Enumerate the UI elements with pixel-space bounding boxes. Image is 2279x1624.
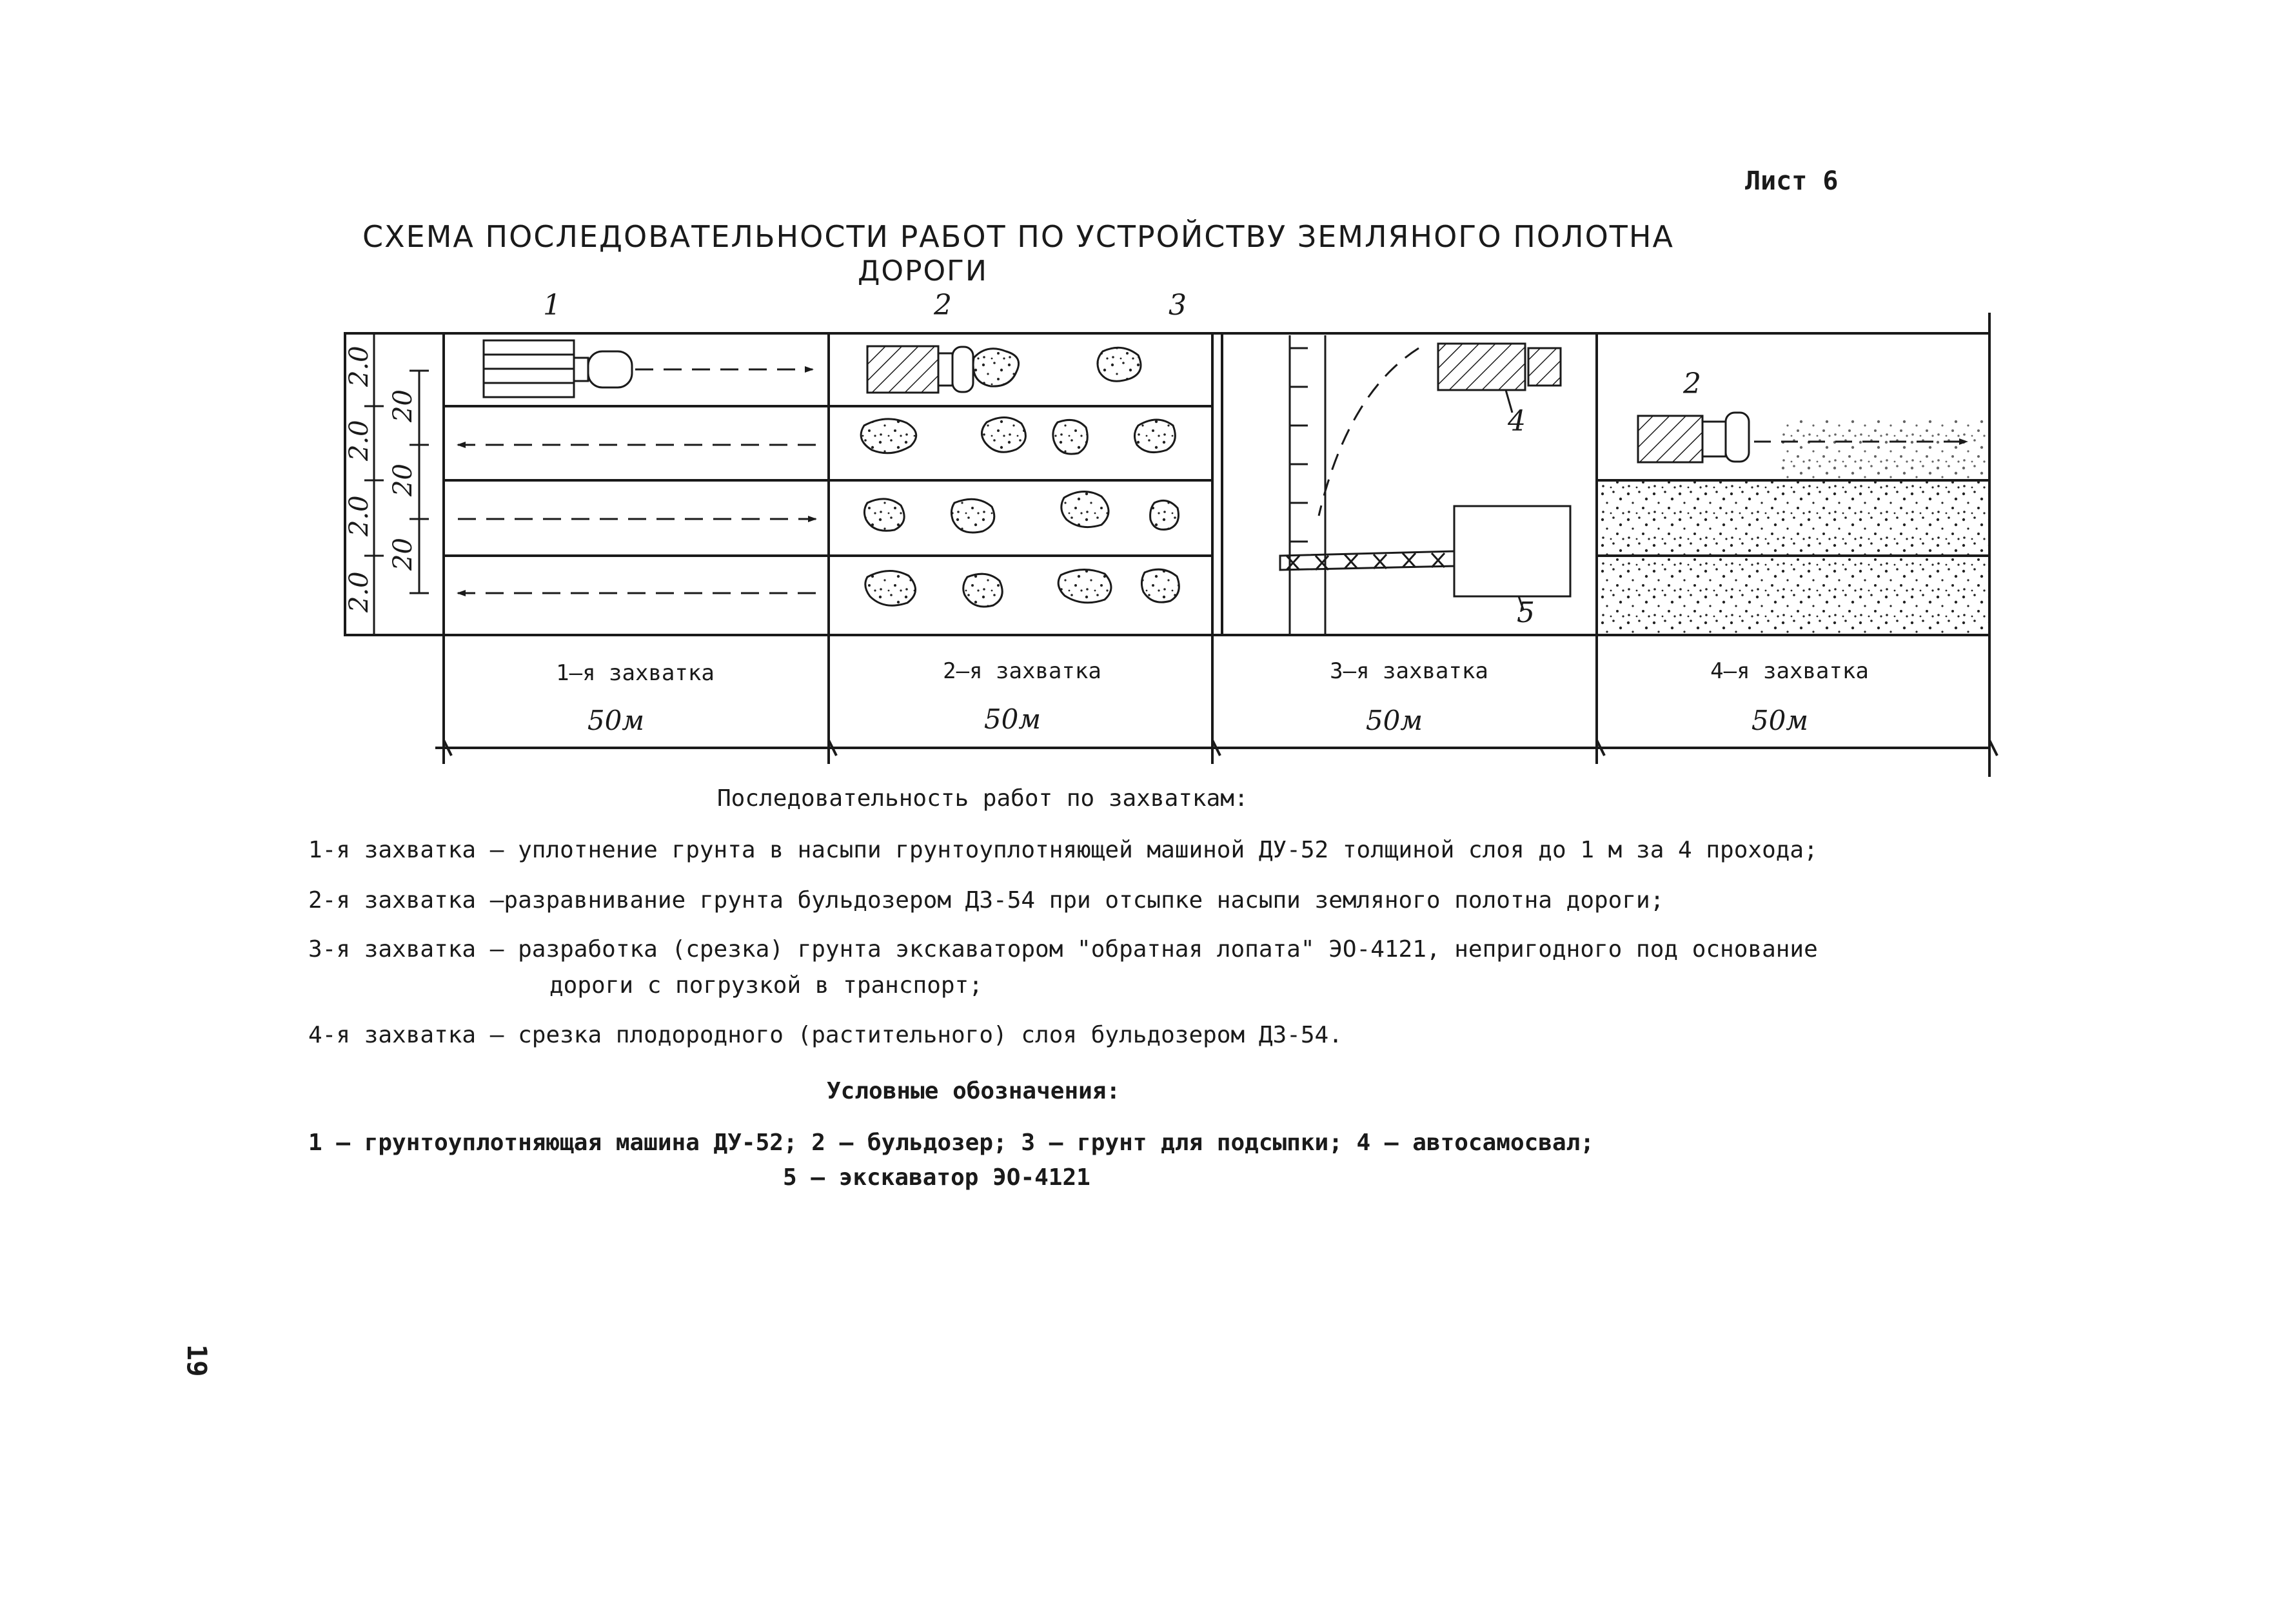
section-label-1: 1–я захватка: [556, 660, 715, 686]
page-number: 19: [181, 1344, 213, 1377]
marker-2: 2: [934, 289, 952, 322]
section-label-3: 3–я захватка: [1330, 658, 1488, 684]
sequence-step-3: 3-я захватка – разработка (срезка) грунта экскаватором "обратная лопата" ЭО-4121, непригодного под основание: [308, 936, 1818, 963]
section-label-4: 4–я захватка: [1710, 658, 1869, 684]
legend-line-2: 5 – экскаватор ЭО-4121: [783, 1164, 1090, 1191]
section-length-2: 50м: [983, 703, 1041, 735]
dim-inner-3: 20: [388, 538, 418, 571]
legend-heading: Условные обозначения:: [827, 1078, 1121, 1104]
dim-outer-4: 2.0: [344, 571, 374, 612]
marker-1: 1: [543, 289, 561, 322]
section-length-1: 50м: [587, 705, 645, 736]
section-label-2: 2–я захватка: [943, 658, 1101, 684]
sheet-label: Лист 6: [1745, 166, 1839, 196]
sequence-step-1: 1-я захватка – уплотнение грунта в насыпи грунтоуплотняющей машиной ДУ-52 толщиной слоя до 1 м за 4 прохода;: [308, 837, 1818, 863]
dim-inner-2: 20: [388, 464, 418, 496]
marker-5: 5: [1517, 596, 1535, 629]
dim-outer-2: 2.0: [344, 420, 374, 461]
marker-4: 4: [1508, 405, 1526, 438]
section-length-3: 50м: [1365, 705, 1423, 736]
page-title-line2: ДОРОГИ: [858, 255, 988, 288]
compactor-machine: [484, 340, 632, 397]
sequence-step-3-cont: дороги с погрузкой в транспорт;: [549, 972, 983, 999]
marker-2b: 2: [1683, 367, 1701, 400]
legend-line-1: 1 – грунтоуплотняющая машина ДУ-52; 2 – бульдозер; 3 – грунт для подсыпки; 4 – автосамосвал;: [308, 1130, 1594, 1156]
dim-outer-1: 2.0: [344, 346, 374, 387]
marker-3: 3: [1169, 289, 1187, 322]
sequence-step-2: 2-я захватка –разравнивание грунта бульдозером ДЗ-54 при отсыпке насыпи земляного полотна дороги;: [308, 887, 1664, 914]
bulldozer-machine: [867, 346, 938, 393]
work-sequence-diagram: [0, 0, 2279, 793]
excavator-body: [1454, 506, 1570, 596]
page-title: СХЕМА ПОСЛЕДОВАТЕЛЬНОСТИ РАБОТ ПО УСТРОЙСТВУ ЗЕМЛЯНОГО ПОЛОТНА: [362, 219, 1674, 254]
dump-truck: [1438, 344, 1525, 390]
sequence-heading: Последовательность работ по захваткам:: [717, 785, 1248, 812]
dim-inner-1: 20: [388, 389, 418, 422]
sequence-step-4: 4-я захватка – срезка плодородного (растительного) слоя бульдозером ДЗ-54.: [308, 1022, 1343, 1048]
section-length-4: 50м: [1751, 705, 1809, 736]
dim-outer-3: 2.0: [344, 495, 374, 536]
